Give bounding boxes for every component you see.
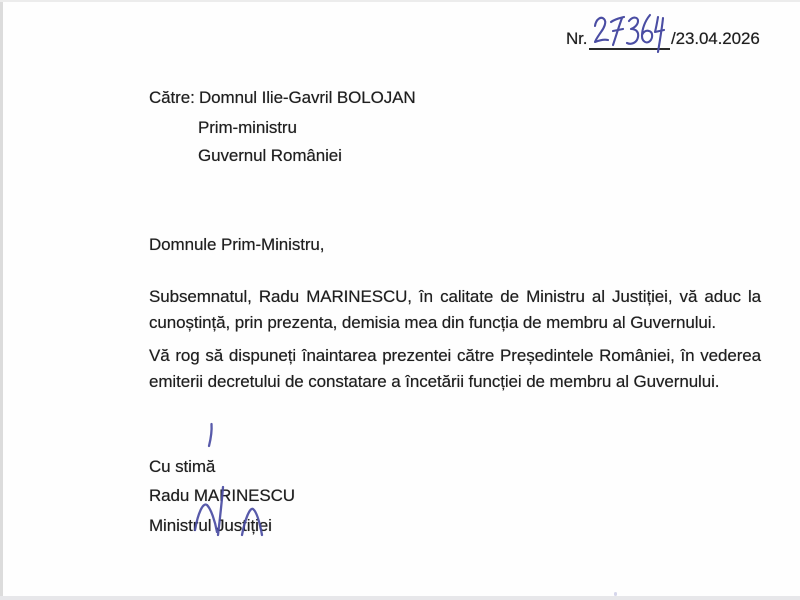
paragraph-line: emiterii decretului de constatare a încetării funcției de membru al Guvernului. — [149, 372, 720, 391]
recipient-org: Guvernul României — [198, 146, 342, 165]
handwritten-number-drawing — [591, 12, 676, 56]
handwritten-signature-drawing — [185, 415, 280, 550]
closing-regards: Cu stimă — [149, 457, 216, 476]
salutation: Domnule Prim-Ministru, — [149, 235, 325, 254]
paragraph-line: Vă rog să dispuneți înaintarea prezentei către Președintele României, în vederea — [149, 346, 761, 365]
recipient-role: Prim-ministru — [198, 118, 297, 137]
body-paragraph-2 — [149, 343, 761, 395]
scan-edge-left — [0, 0, 3, 600]
scan-edge-bottom — [0, 596, 800, 600]
scan-edge-top — [0, 0, 800, 2]
closing-title: Ministrul Justiției — [149, 516, 272, 535]
registration-date: /23.04.2026 — [671, 29, 760, 48]
registration-number-label: Nr. — [566, 29, 588, 48]
paragraph-line: Subsemnatul, Radu MARINESCU, în calitate de Ministru al Justiției, vă aduc la — [149, 287, 761, 306]
recipient-name: Domnul Ilie-Gavril BOLOJAN — [199, 88, 416, 107]
paragraph-line: cunoștință, prin prezenta, demisia mea din funcția de membru al Guvernului. — [149, 313, 717, 332]
handwritten-number — [591, 12, 676, 56]
handwritten-signature — [185, 415, 280, 550]
closing-name: Radu MARINESCU — [149, 486, 295, 505]
body-paragraph-1 — [149, 284, 761, 336]
recipient-label: Către: — [149, 88, 195, 107]
ink-speck — [614, 592, 617, 596]
